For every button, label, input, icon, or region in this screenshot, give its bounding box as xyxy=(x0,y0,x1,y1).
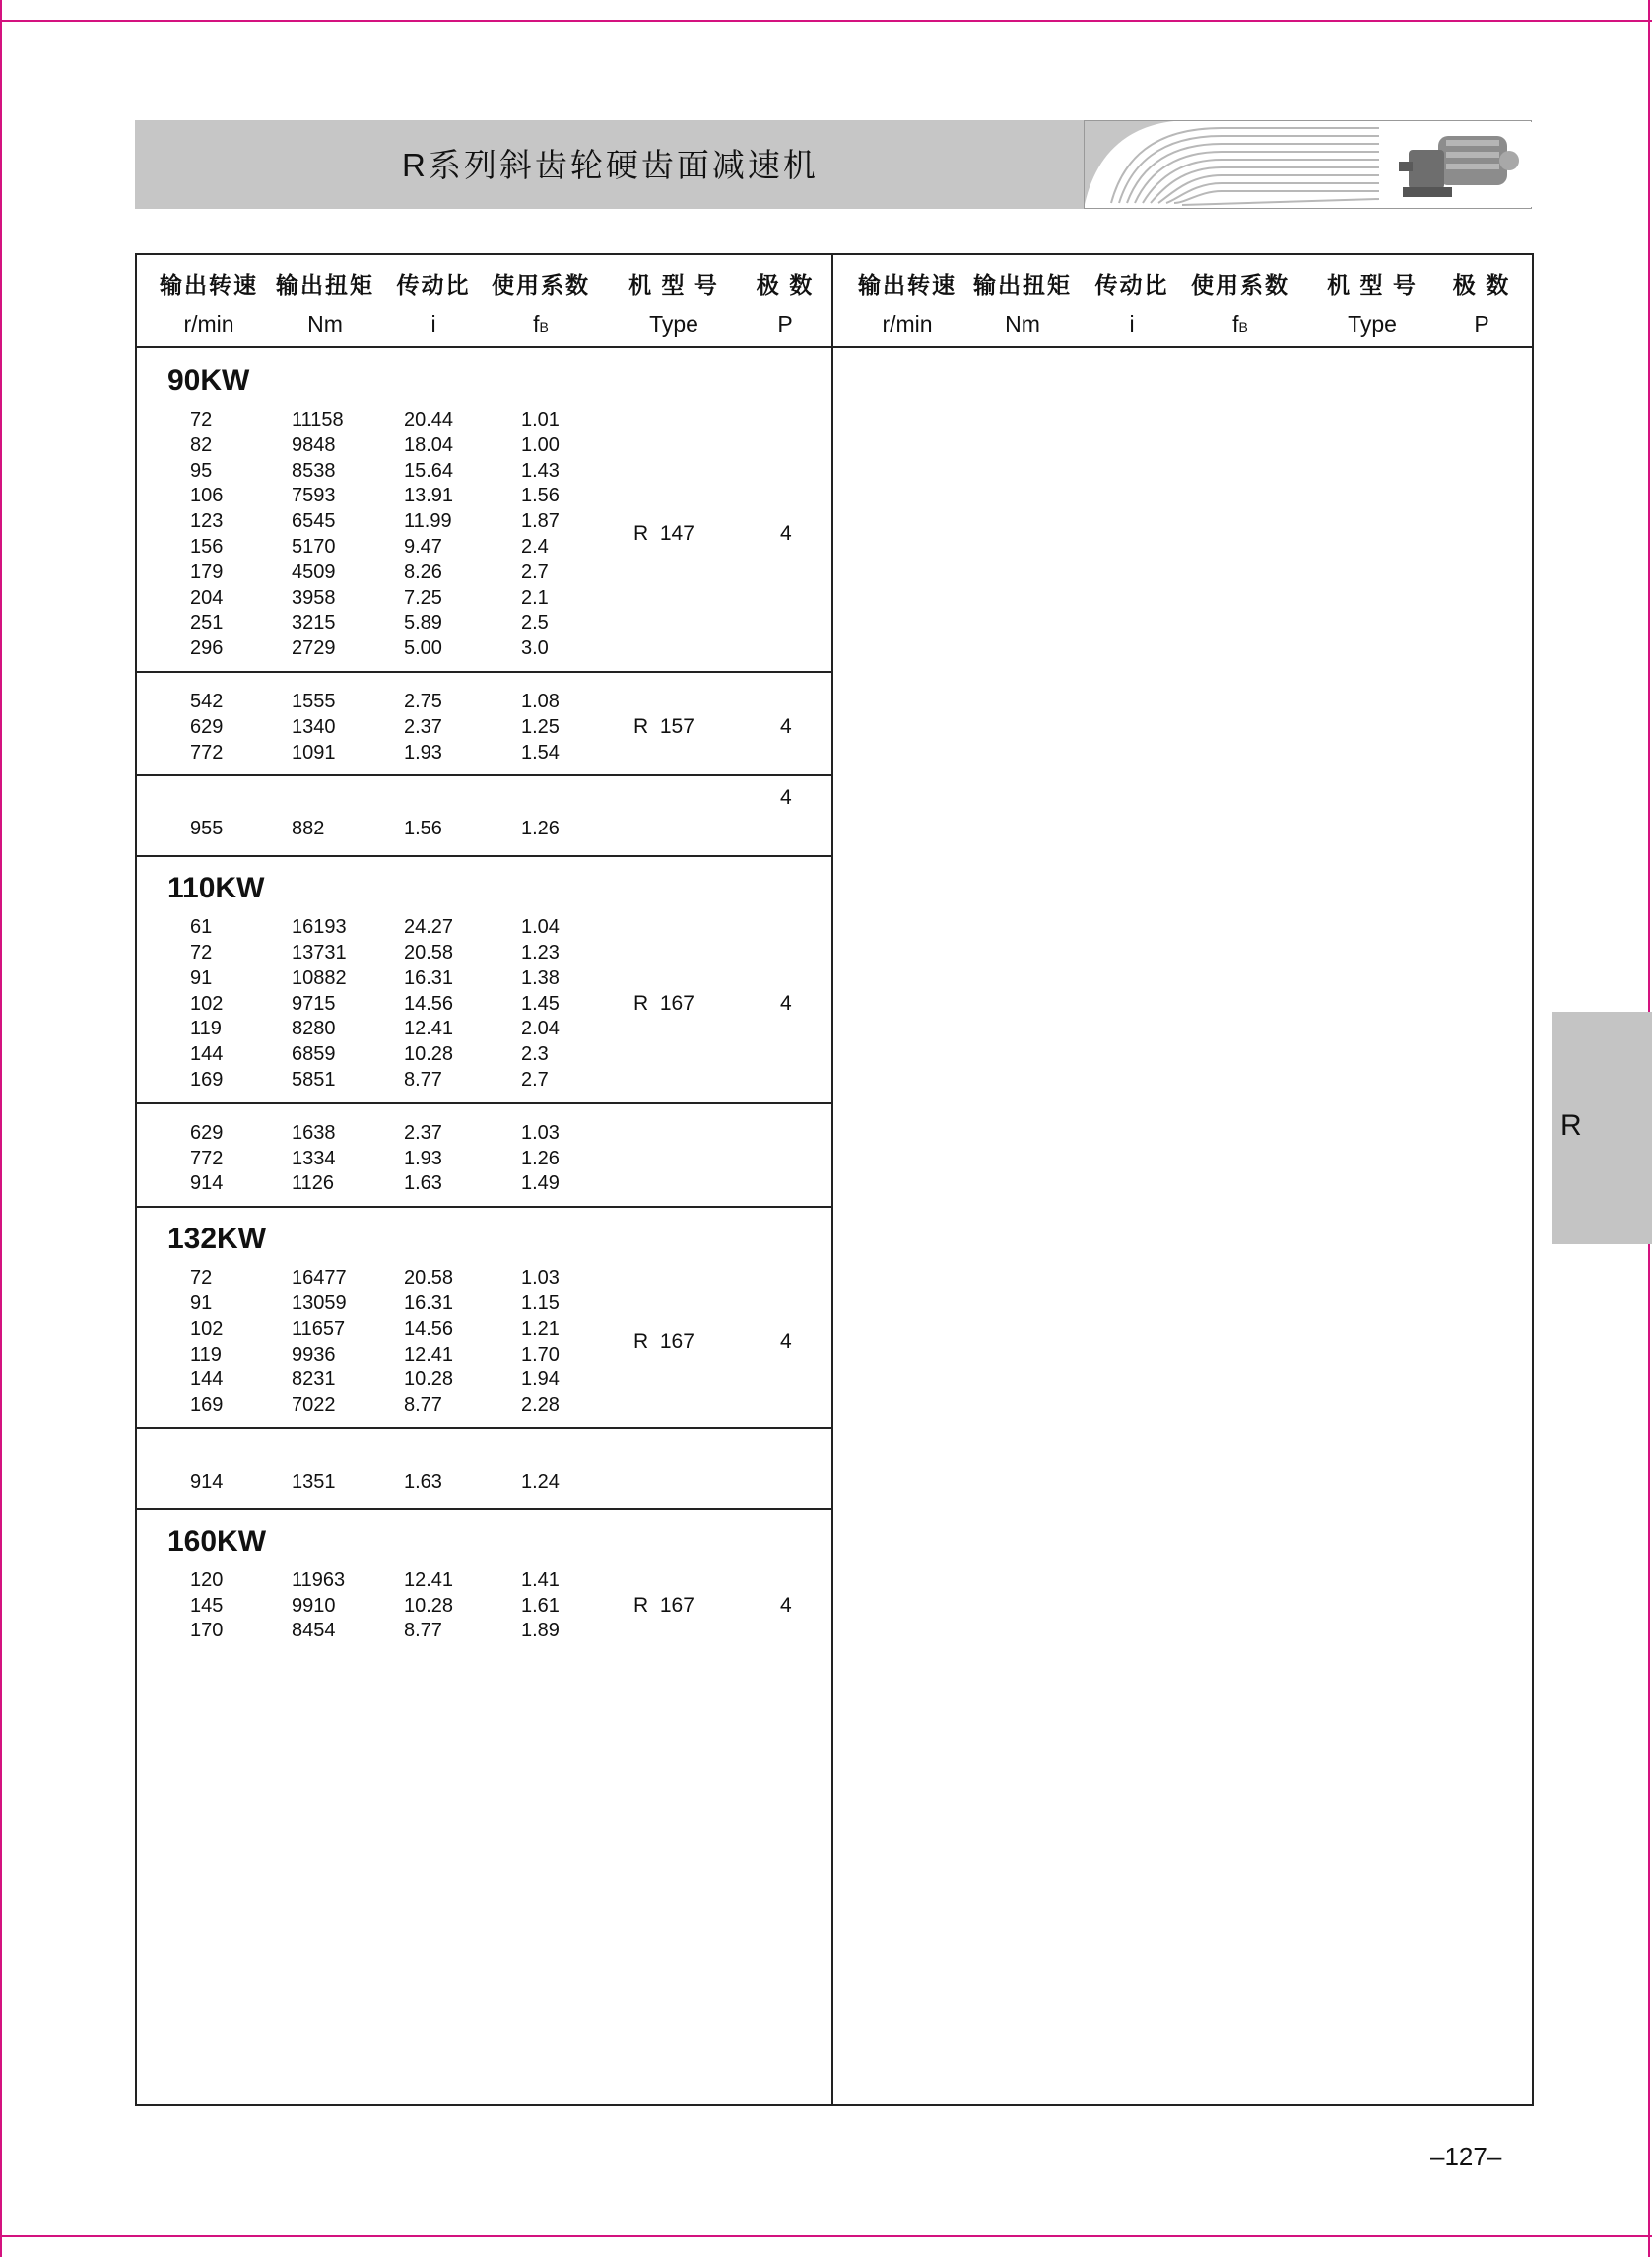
table-cell: 1.93 xyxy=(404,1147,442,1169)
table-cell: 1.45 xyxy=(521,992,560,1015)
table-cell: 13059 xyxy=(292,1293,347,1314)
table-cell: 1.63 xyxy=(404,1172,442,1195)
table-cell: 772 xyxy=(190,741,224,763)
table-cell: 8.77 xyxy=(404,1620,442,1642)
table-cell: 9910 xyxy=(292,1594,336,1617)
model-type: R 167 xyxy=(633,1593,694,1617)
column-header-en: r/min xyxy=(882,311,933,337)
table-cell: 14.56 xyxy=(404,992,454,1015)
column-header-cn: 传动比 xyxy=(1094,272,1169,298)
table-cell: 1.54 xyxy=(521,741,560,763)
table-cell: 106 xyxy=(190,485,224,507)
table-cell: 1.03 xyxy=(521,1121,560,1144)
table-cell: 8280 xyxy=(292,1018,336,1040)
table-cell: 1638 xyxy=(292,1121,336,1144)
table-cell: 72 xyxy=(190,409,213,431)
pole-count: 4 xyxy=(780,991,792,1015)
column-header xyxy=(397,267,471,342)
table-cell: 2.37 xyxy=(404,1121,442,1144)
table-cell: 5851 xyxy=(292,1069,336,1091)
table-cell: 144 xyxy=(190,1368,224,1391)
table-cell: 1.61 xyxy=(521,1594,560,1617)
block-separator xyxy=(135,855,833,857)
table-cell: 1.56 xyxy=(404,818,442,840)
table-cell: 123 xyxy=(190,510,224,533)
table-cell: 5.89 xyxy=(404,612,442,634)
table-cell: 13731 xyxy=(292,942,347,963)
page-frame-bottom xyxy=(0,2235,1652,2237)
table-cell: 20.58 xyxy=(404,942,454,963)
table-cell: 16.31 xyxy=(404,1293,454,1314)
table-cell: 102 xyxy=(190,992,224,1015)
table-cell: 10882 xyxy=(292,966,347,989)
column-header-cn: 输出转速 xyxy=(858,272,957,298)
table-cell: 95 xyxy=(190,459,213,482)
table-cell: 296 xyxy=(190,637,224,660)
spec-table xyxy=(135,253,1534,2106)
table-cell: 61 xyxy=(190,916,213,939)
table-cell: 1.49 xyxy=(521,1172,560,1195)
table-cell: 11963 xyxy=(292,1568,346,1591)
column-header-cn: 输出扭矩 xyxy=(276,272,374,298)
block-separator xyxy=(135,1508,833,1510)
table-cell: 1.03 xyxy=(521,1267,560,1290)
table-cell: 1.94 xyxy=(521,1368,560,1391)
table-cell: 12.41 xyxy=(404,1018,454,1040)
table-cell: 914 xyxy=(190,1471,224,1493)
column-header xyxy=(1327,267,1418,342)
table-cell: 10.28 xyxy=(404,1594,454,1617)
pole-count: 4 xyxy=(780,1329,792,1353)
table-cell: 2.5 xyxy=(521,612,549,634)
column-header-en: fB xyxy=(533,311,549,337)
column-header-en: i xyxy=(430,311,436,337)
table-cell: 2.37 xyxy=(404,715,442,738)
model-type: R 167 xyxy=(633,1329,694,1353)
table-cell: 3215 xyxy=(292,612,336,634)
power-rating-heading: 160KW xyxy=(167,1524,267,1558)
column-header-en: r/min xyxy=(183,311,234,337)
table-cell: 251 xyxy=(190,612,224,634)
table-cell: 91 xyxy=(190,1293,213,1314)
model-type: R 167 xyxy=(633,991,694,1015)
table-cell: 2.4 xyxy=(521,536,549,558)
table-center-divider xyxy=(831,253,833,2105)
table-cell: 120 xyxy=(190,1568,224,1591)
table-cell: 882 xyxy=(292,818,325,840)
column-header xyxy=(973,267,1072,342)
table-cell: 13.91 xyxy=(404,485,454,507)
gear-motor-reducer-icon xyxy=(1084,120,1532,209)
table-cell: 9715 xyxy=(292,992,336,1015)
table-cell: 2.3 xyxy=(521,1043,549,1066)
block-separator xyxy=(135,1427,833,1429)
table-cell: 1.43 xyxy=(521,459,560,482)
table-cell: 24.27 xyxy=(404,916,454,939)
page-frame-left xyxy=(0,0,2,2257)
table-cell: 1.87 xyxy=(521,510,560,533)
column-header-cn: 机 型 号 xyxy=(628,272,719,298)
column-header-en: P xyxy=(777,311,793,337)
table-cell: 1.26 xyxy=(521,818,560,840)
table-cell: 119 xyxy=(190,1343,222,1365)
table-cell: 2.1 xyxy=(521,586,549,609)
table-cell: 3.0 xyxy=(521,637,549,660)
table-cell: 1.26 xyxy=(521,1147,560,1169)
table-cell: 1.89 xyxy=(521,1620,560,1642)
table-cell: 20.58 xyxy=(404,1267,454,1290)
table-cell: 170 xyxy=(190,1620,224,1642)
table-cell: 11158 xyxy=(292,409,344,431)
column-header-en: Type xyxy=(649,311,698,337)
pole-count: 4 xyxy=(780,786,792,810)
table-cell: 2.7 xyxy=(521,1069,549,1091)
block-separator xyxy=(135,1102,833,1104)
table-cell: 3958 xyxy=(292,586,336,609)
table-cell: 1.25 xyxy=(521,715,560,738)
table-cell: 1.24 xyxy=(521,1471,560,1493)
table-cell: 9936 xyxy=(292,1343,336,1365)
page-title: R系列斜齿轮硬齿面减速机 xyxy=(402,147,819,183)
table-header-rule xyxy=(135,346,1532,348)
table-cell: 1.93 xyxy=(404,741,442,763)
table-cell: 1.15 xyxy=(521,1293,560,1314)
block-separator xyxy=(135,1206,833,1208)
power-rating-heading: 110KW xyxy=(167,872,265,905)
table-cell: 7593 xyxy=(292,485,336,507)
column-header-cn: 极 数 xyxy=(756,272,815,298)
table-cell: 1.23 xyxy=(521,942,560,963)
table-cell: 8.77 xyxy=(404,1394,442,1417)
table-cell: 9848 xyxy=(292,433,336,456)
table-cell: 1351 xyxy=(292,1471,336,1493)
table-cell: 2729 xyxy=(292,637,336,660)
column-header-cn: 输出转速 xyxy=(160,272,258,298)
table-cell: 72 xyxy=(190,942,213,963)
table-cell: 16193 xyxy=(292,916,347,939)
table-cell: 629 xyxy=(190,1121,224,1144)
column-header xyxy=(628,267,719,342)
table-cell: 204 xyxy=(190,586,224,609)
table-cell: 2.28 xyxy=(521,1394,560,1417)
column-header xyxy=(492,267,590,342)
column-header-cn: 极 数 xyxy=(1452,272,1511,298)
table-cell: 1.21 xyxy=(521,1317,560,1340)
block-separator xyxy=(135,774,833,776)
table-cell: 8.26 xyxy=(404,561,442,583)
table-cell: 169 xyxy=(190,1069,224,1091)
pole-count: 4 xyxy=(780,1593,792,1617)
table-cell: 15.64 xyxy=(404,459,454,482)
column-header-cn: 使用系数 xyxy=(1191,272,1289,298)
table-cell: 1.38 xyxy=(521,966,560,989)
table-cell: 12.41 xyxy=(404,1568,454,1591)
table-cell: 1.04 xyxy=(521,916,560,939)
table-cell: 1091 xyxy=(292,741,336,763)
model-type: R 147 xyxy=(633,522,694,545)
table-cell: 144 xyxy=(190,1043,224,1066)
table-cell: 955 xyxy=(190,818,224,840)
table-cell: 2.75 xyxy=(404,691,442,712)
table-cell: 7.25 xyxy=(404,586,442,609)
table-cell: 6545 xyxy=(292,510,336,533)
column-header-en: fB xyxy=(1232,311,1248,337)
table-cell: 1555 xyxy=(292,691,336,712)
table-cell: 1.56 xyxy=(521,485,560,507)
table-cell: 9.47 xyxy=(404,536,442,558)
table-cell: 8.77 xyxy=(404,1069,442,1091)
table-cell: 7022 xyxy=(292,1394,336,1417)
column-header-cn: 机 型 号 xyxy=(1327,272,1418,298)
column-header xyxy=(1095,267,1169,342)
table-cell: 82 xyxy=(190,433,213,456)
table-cell: 11657 xyxy=(292,1317,346,1340)
table-cell: 8231 xyxy=(292,1368,336,1391)
table-cell: 2.04 xyxy=(521,1018,560,1040)
table-cell: 14.56 xyxy=(404,1317,454,1340)
table-cell: 1.70 xyxy=(521,1343,560,1365)
table-cell: 4509 xyxy=(292,561,336,583)
table-cell: 6859 xyxy=(292,1043,336,1066)
column-header-cn: 传动比 xyxy=(396,272,471,298)
table-cell: 1.63 xyxy=(404,1471,442,1493)
column-header xyxy=(858,267,957,342)
column-header-cn: 使用系数 xyxy=(492,272,590,298)
table-cell: 8538 xyxy=(292,459,336,482)
table-cell: 1334 xyxy=(292,1147,336,1169)
table-cell: 542 xyxy=(190,691,224,712)
column-header-en: Type xyxy=(1348,311,1397,337)
block-separator xyxy=(135,671,833,673)
column-header-en: P xyxy=(1474,311,1489,337)
table-cell: 145 xyxy=(190,1594,224,1617)
section-tab-label: R xyxy=(1560,1109,1582,1142)
power-rating-heading: 90KW xyxy=(167,365,250,397)
table-cell: 772 xyxy=(190,1147,224,1169)
table-cell: 2.7 xyxy=(521,561,549,583)
table-cell: 119 xyxy=(190,1018,222,1040)
page-number: –127– xyxy=(1430,2142,1502,2171)
pole-count: 4 xyxy=(780,714,792,738)
table-cell: 91 xyxy=(190,966,213,989)
table-cell: 16.31 xyxy=(404,966,454,989)
table-cell: 1.08 xyxy=(521,691,560,712)
table-cell: 12.41 xyxy=(404,1343,454,1365)
table-cell: 11.99 xyxy=(404,510,452,533)
table-cell: 179 xyxy=(190,561,224,583)
table-cell: 5170 xyxy=(292,536,336,558)
pole-count: 4 xyxy=(780,522,792,545)
table-cell: 1126 xyxy=(292,1172,335,1195)
model-type: R 157 xyxy=(633,714,694,738)
column-header-en: Nm xyxy=(307,311,343,337)
table-cell: 156 xyxy=(190,536,224,558)
column-header-en: Nm xyxy=(1005,311,1040,337)
table-cell: 169 xyxy=(190,1394,224,1417)
table-cell: 1.41 xyxy=(521,1568,560,1591)
table-cell: 1.00 xyxy=(521,433,560,456)
table-cell: 18.04 xyxy=(404,433,454,456)
table-cell: 629 xyxy=(190,715,224,738)
table-cell: 16477 xyxy=(292,1267,347,1290)
column-header-cn: 输出扭矩 xyxy=(973,272,1072,298)
table-cell: 102 xyxy=(190,1317,224,1340)
table-cell: 72 xyxy=(190,1267,213,1290)
column-header-en: i xyxy=(1129,311,1135,337)
column-header xyxy=(757,267,814,342)
column-header xyxy=(1191,267,1289,342)
power-rating-heading: 132KW xyxy=(167,1223,267,1256)
table-cell: 20.44 xyxy=(404,409,454,431)
table-cell: 1.01 xyxy=(521,409,560,431)
table-cell: 10.28 xyxy=(404,1043,454,1066)
table-cell: 1340 xyxy=(292,715,336,738)
column-header xyxy=(160,267,258,342)
column-header xyxy=(276,267,374,342)
page-frame-top xyxy=(0,20,1652,22)
table-cell: 8454 xyxy=(292,1620,336,1642)
table-cell: 5.00 xyxy=(404,637,442,660)
table-cell: 10.28 xyxy=(404,1368,454,1391)
column-header xyxy=(1453,267,1510,342)
table-cell: 914 xyxy=(190,1172,224,1195)
